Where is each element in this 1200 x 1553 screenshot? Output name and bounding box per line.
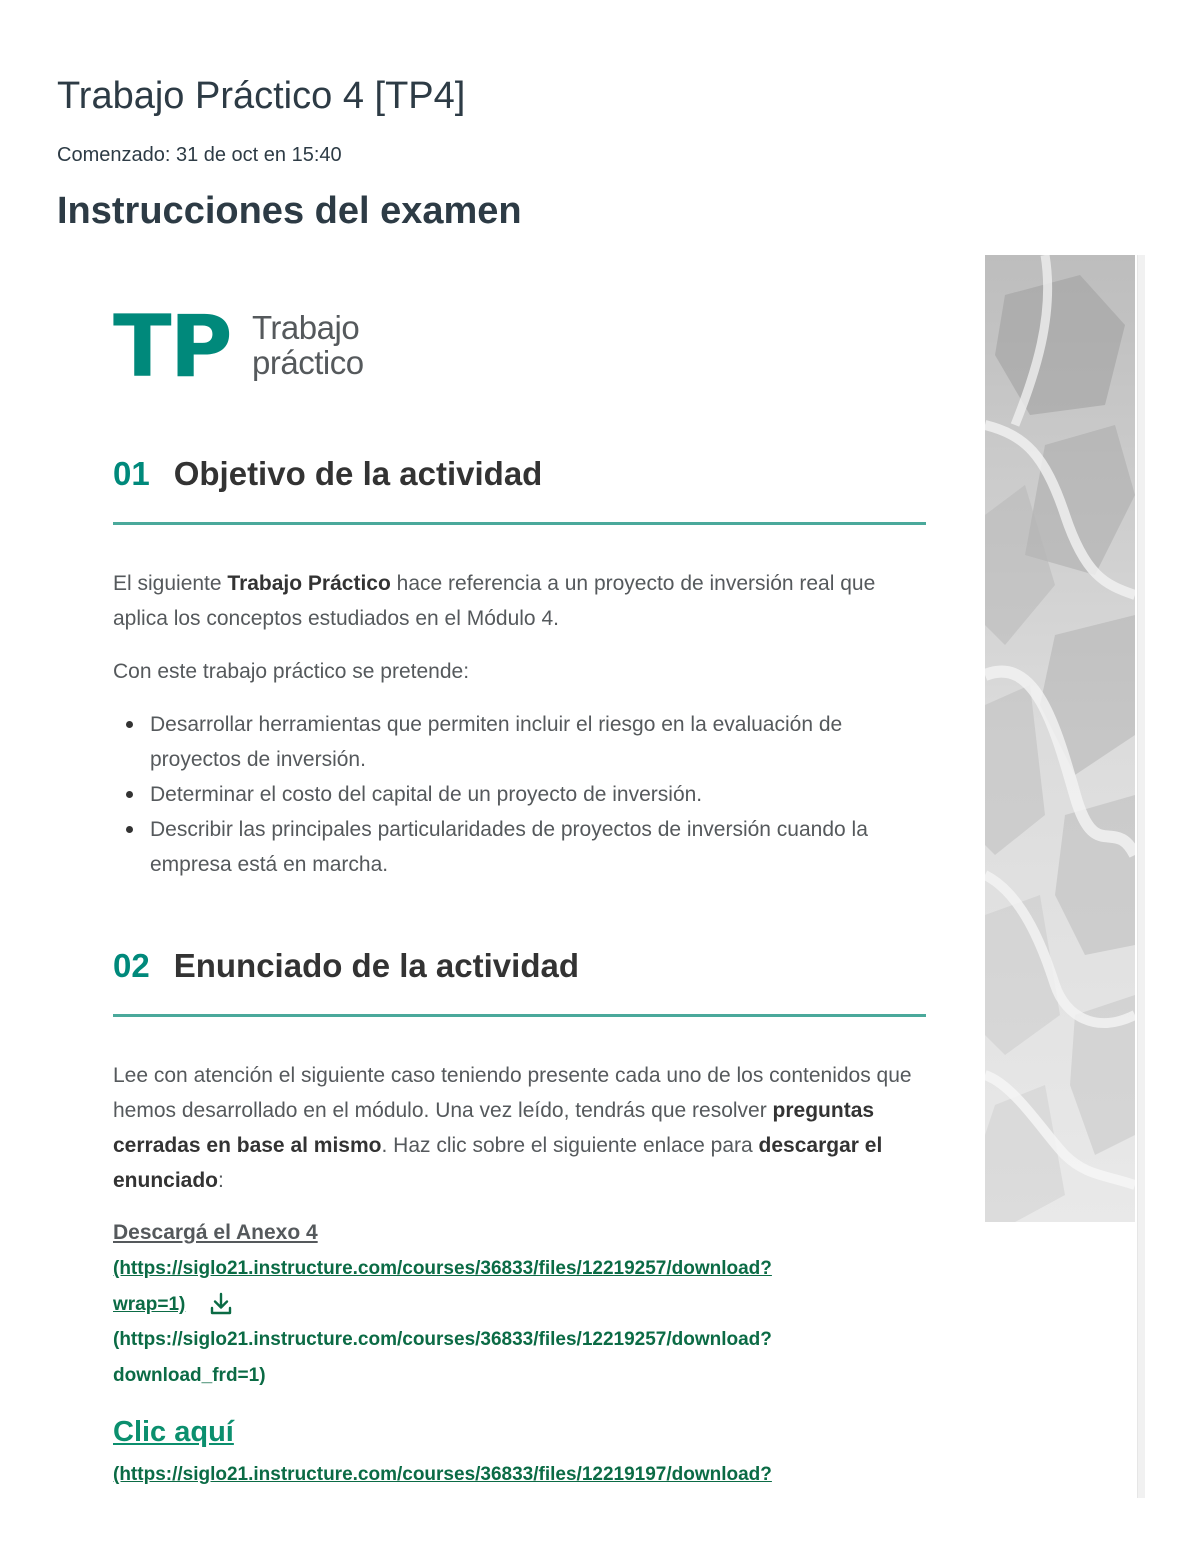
scrollbar[interactable]	[1137, 255, 1145, 1498]
section-title: Objetivo de la actividad	[173, 455, 543, 492]
section-heading-statement	[113, 946, 579, 986]
text-span: :	[218, 1169, 224, 1192]
direct-download-url[interactable]: (https://siglo21.instructure.com/courses/36833/files/12219257/download?	[113, 1329, 772, 1350]
text-span: . Haz clic sobre el siguiente enlace para	[381, 1134, 759, 1157]
clic-aqui-link[interactable]: Clic aquí	[113, 1416, 234, 1448]
started-timestamp: Comenzado: 31 de oct en 15:40	[57, 144, 342, 166]
objectives-list	[113, 707, 933, 882]
bold-text: descargar el enunciado	[113, 1134, 883, 1192]
section-number: 01	[113, 455, 150, 492]
direct-download-url-cont[interactable]: download_frd=1)	[113, 1365, 266, 1386]
section-divider	[113, 522, 926, 525]
list-item: Describir las principales particularidades de proyectos de inversión cuando la empresa está en marcha.	[113, 812, 933, 882]
instructions-title: Instrucciones del examen	[57, 190, 522, 232]
tp-logo-mark: TP	[113, 297, 231, 397]
tp-logo-line1: Trabajo	[252, 309, 360, 346]
text-span: hace referencia a un proyecto de inversión real que aplica los conceptos estudiados en el Módulo 4.	[113, 572, 876, 630]
tp-logo-line2: práctico	[252, 344, 364, 381]
statement-paragraph	[113, 1058, 933, 1198]
bold-text: preguntas cerradas en base al mismo	[113, 1099, 875, 1157]
objective-paragraph	[113, 566, 933, 636]
decorative-side-image	[985, 255, 1135, 1222]
page-title: Trabajo Práctico 4 [TP4]	[57, 75, 466, 117]
tp-logo	[113, 297, 393, 397]
annex-download-link[interactable]: Descargá el Anexo 4	[113, 1221, 318, 1244]
tp-logo-text	[252, 310, 364, 380]
section-title: Enunciado de la actividad	[173, 947, 579, 984]
bold-text: Trabajo Práctico	[227, 572, 391, 595]
list-item: Desarrollar herramientas que permiten incluir el riesgo en la evaluación de proyectos de inversión.	[113, 707, 933, 777]
text-span: El siguiente	[113, 572, 228, 595]
section-number: 02	[113, 947, 150, 984]
section-divider	[113, 1014, 926, 1017]
annex-url-link[interactable]: (https://siglo21.instructure.com/courses/36833/files/12219257/download?	[113, 1258, 772, 1279]
download-icon[interactable]	[208, 1291, 234, 1317]
text-span: Lee con atención el siguiente caso teniendo presente cada uno de los contenidos que hemos desarrollado en el módulo. Una vez leído, tendrás que resolver	[113, 1064, 912, 1122]
intro-paragraph: Con este trabajo práctico se pretende:	[113, 660, 470, 683]
list-item: Determinar el costo del capital de un proyecto de inversión.	[113, 777, 933, 812]
section-heading-objective	[113, 454, 542, 494]
annex-url-link-cont[interactable]: wrap=1)	[113, 1294, 186, 1315]
clic-aqui-url-link[interactable]: (https://siglo21.instructure.com/courses/36833/files/12219197/download?	[113, 1464, 772, 1485]
